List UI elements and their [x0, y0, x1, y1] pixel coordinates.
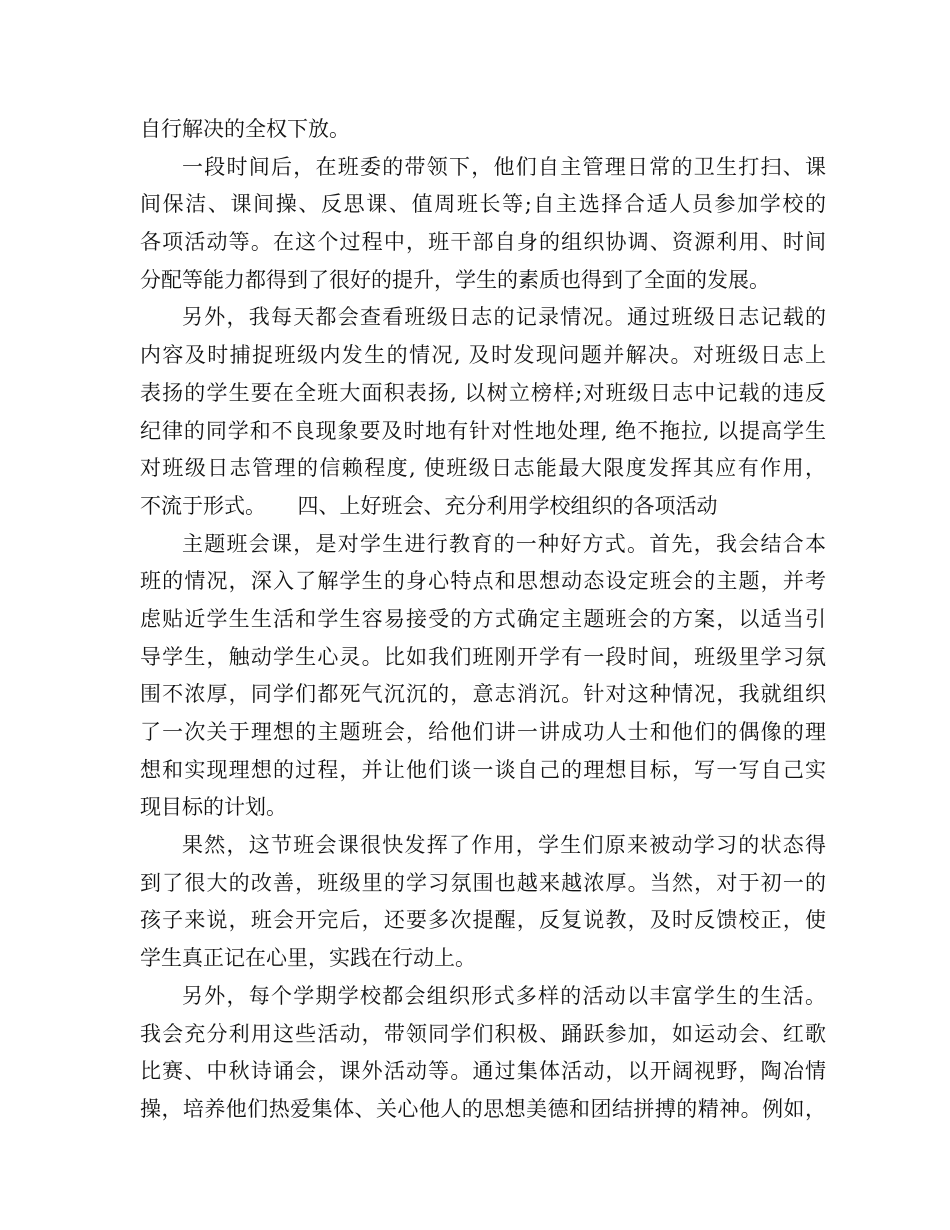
- text-line: 主题班会课，是对学生进行教育的一种好方式。首先，我会结合本: [182, 531, 826, 556]
- text-line: 导学生，触动学生心灵。比如我们班刚开学有一段时间，班级里学习氛: [140, 644, 826, 669]
- text-line: 内容及时捕捉班级内发生的情况, 及时发现问题并解决。对班级日志上: [140, 343, 826, 368]
- text-line: 现目标的计划。: [140, 795, 287, 820]
- text-line: 纪律的同学和不良现象要及时地有针对性地处理, 绝不拖拉, 以提高学生: [140, 418, 826, 443]
- text-line: 了一次关于理想的主题班会，给他们讲一讲成功人士和他们的偶像的理: [140, 720, 826, 744]
- text-line: 想和实现理想的过程，并让他们谈一谈自己的理想目标，写一写自己实: [140, 757, 826, 782]
- text-line: 班的情况，深入了解学生的身心特点和思想动态设定班会的主题，并考: [140, 569, 826, 594]
- text-line: 另外，每个学期学校都会组织形式多样的活动以丰富学生的生活。: [182, 983, 826, 1008]
- text-line: 不流于形式。 四、上好班会、充分利用学校组织的各项活动: [140, 493, 718, 518]
- body-text: [140, 111, 826, 1129]
- text-line: 自行解决的全权下放。: [140, 117, 350, 141]
- text-line: 果然，这节班会课很快发挥了作用，学生们原来被动学习的状态得: [182, 833, 826, 858]
- text-line: 围不浓厚，同学们都死气沉沉的，意志消沉。针对这种情况，我就组织: [140, 682, 826, 707]
- text-line: 另外，我每天都会查看班级日志的记录情况。通过班级日志记载的: [182, 305, 826, 330]
- text-line: 间保洁、课间操、反思课、值周班长等;自主选择合适人员参加学校的: [140, 192, 826, 217]
- text-line: 比赛、中秋诗诵会，课外活动等。通过集体活动，以开阔视野，陶冶情: [140, 1059, 826, 1084]
- text-line: 表扬的学生要在全班大面积表扬, 以树立榜样;对班级日志中记载的违反: [140, 380, 826, 405]
- text-line: 各项活动等。在这个过程中，班干部自身的组织协调、资源利用、时间: [140, 230, 826, 255]
- text-line: 到了很大的改善，班级里的学习氛围也越来越浓厚。当然，对于初一的: [140, 870, 826, 895]
- text-line: 对班级日志管理的信赖程度, 使班级日志能最大限度发挥其应有作用，: [140, 456, 826, 481]
- text-line: 我会充分利用这些活动，带领同学们积极、踊跃参加，如运动会、红歌: [140, 1021, 826, 1046]
- text-line: 学生真正记在心里，实践在行动上。: [140, 946, 476, 971]
- text-line: 分配等能力都得到了很好的提升，学生的素质也得到了全面的发展。: [140, 267, 770, 292]
- text-line: 操，培养他们热爱集体、关心他人的思想美德和团结拼搏的精神。例如，: [140, 1096, 826, 1121]
- text-line: 虑贴近学生生活和学生容易接受的方式确定主题班会的方案，以适当引: [140, 606, 826, 631]
- text-line: 一段时间后，在班委的带领下，他们自主管理日常的卫生打扫、课: [182, 154, 826, 179]
- text-line: 孩子来说，班会开完后，还要多次提醒，反复说教，及时反馈校正，使: [140, 908, 826, 933]
